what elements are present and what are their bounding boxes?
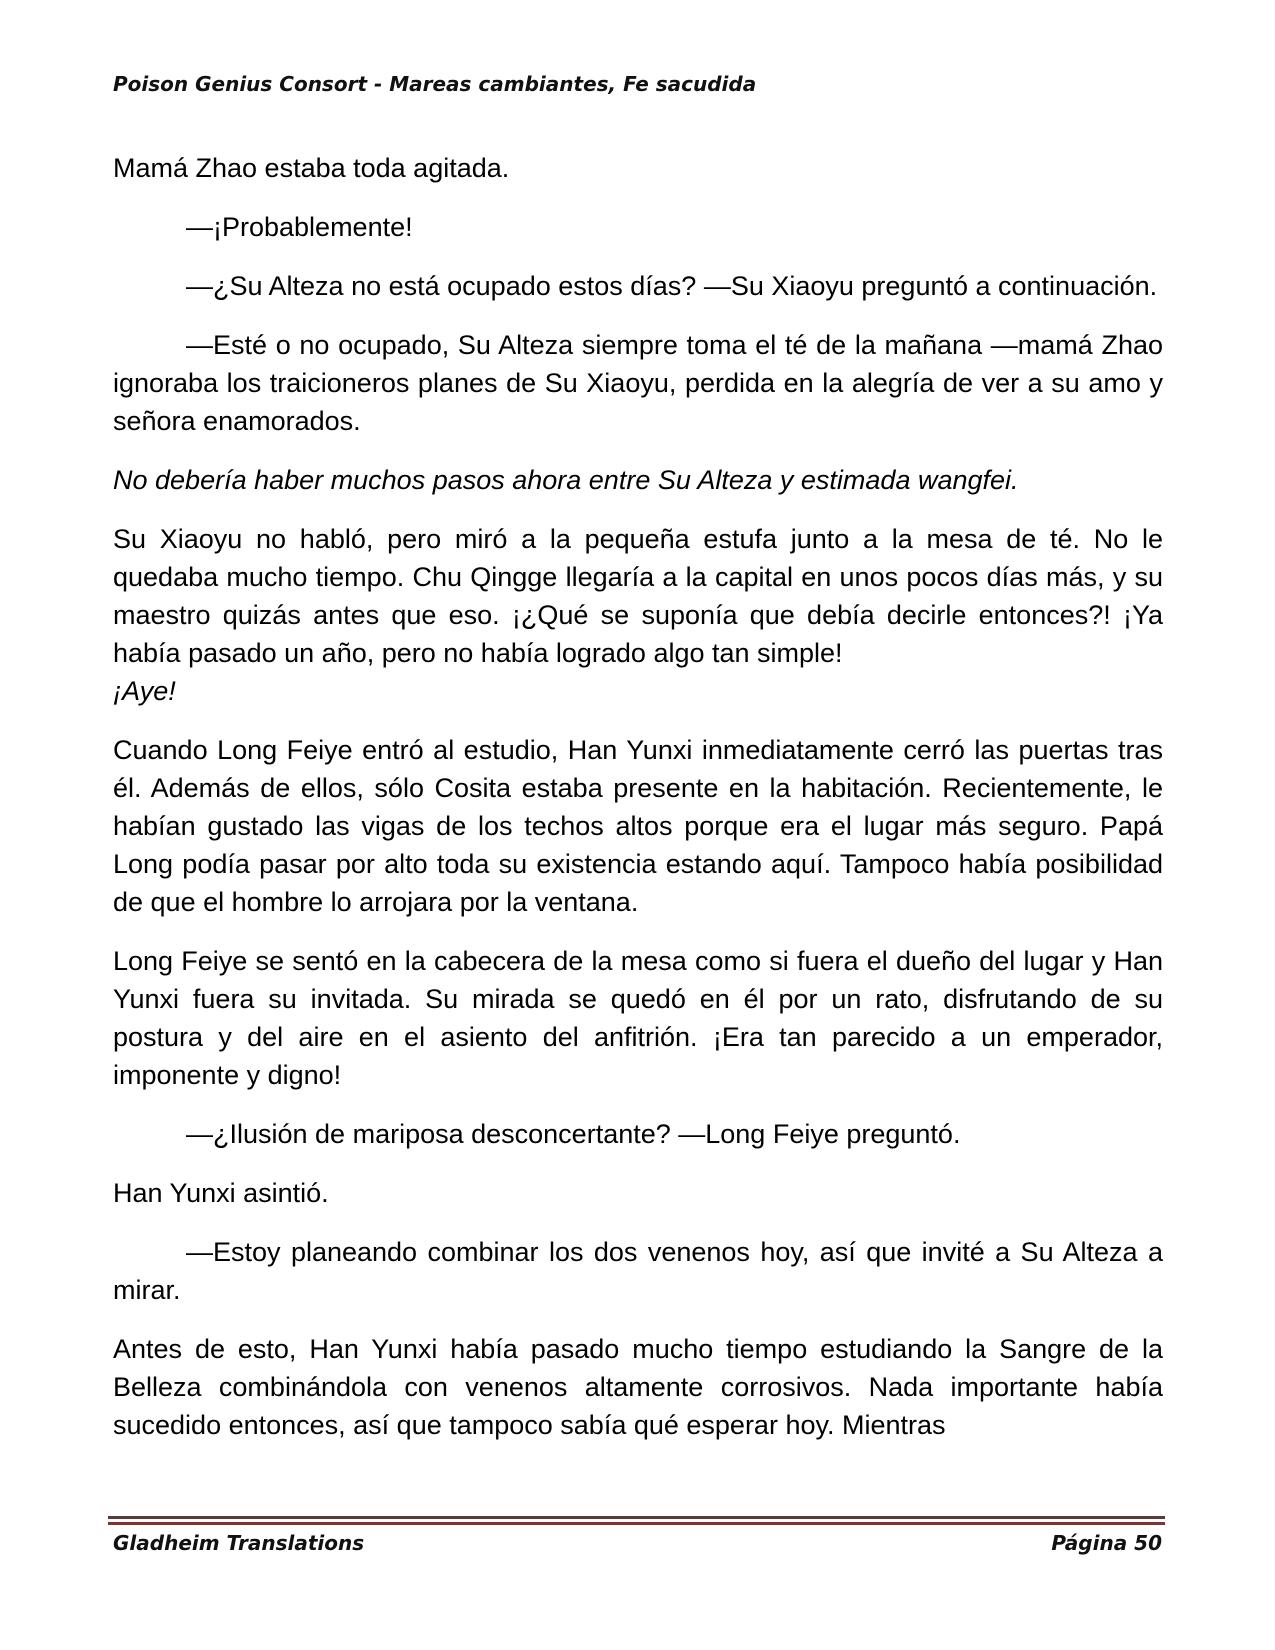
footer-page-number: Página 50 <box>1051 1531 1162 1555</box>
paragraph: Long Feiye se sentó en la cabecera de la mesa como si fuera el dueño del lugar y Han Yunxi fuera su invitada. Su mirada se quedó en él por un rato, disfrutando de su postura y del aire en el asiento del anfitrión. ¡Era tan parecido a un emperador, imponente y digno! <box>113 946 1163 1090</box>
dialogue-paragraph: —Esté o no ocupado, Su Alteza siempre toma el té de la mañana —mamá Zhao ignoraba los traicioneros planes de Su Xiaoyu, perdida en la alegría de ver a su amo y señora enamorados. <box>113 330 1163 436</box>
page-body <box>113 149 1163 1465</box>
footer-divider-accent <box>108 1522 1165 1525</box>
paragraph-text: Su Xiaoyu no habló, pero miró a la pequeña estufa junto a la mesa de té. No le quedaba mucho tiempo. Chu Qingge llegaría a la capital en unos pocos días más, y su maestro quizás antes que eso. ¡¿Qué se suponía que debía decirle entonces?! ¡Ya había pasado un año, pero no había logrado algo tan simple! <box>113 524 1163 668</box>
italic-thought-paragraph: No debería haber muchos pasos ahora entre Su Alteza y estimada wangfei. <box>113 465 1019 495</box>
footer-translator: Gladheim Translations <box>113 1531 365 1555</box>
paragraph: Cuando Long Feiye entró al estudio, Han Yunxi inmediatamente cerró las puertas tras él. Además de ellos, sólo Cosita estaba presente en la habitación. Recientemente, le habían gustado las vigas de los techos altos porque era el lugar más seguro. Papá Long podía pasar por alto toda su existencia estando aquí. Tampoco había posibilidad de que el hombre lo arrojara por la ventana. <box>113 735 1163 917</box>
paragraph: Han Yunxi asintió. <box>113 1178 329 1208</box>
paragraph: Mamá Zhao estaba toda agitada. <box>113 153 510 183</box>
dialogue-paragraph: —¡Probablemente! <box>186 212 413 242</box>
paragraph: Antes de esto, Han Yunxi había pasado mucho tiempo estudiando la Sangre de la Belleza combinándola con venenos altamente corrosivos. Nada importante había sucedido entonces, así que tampoco sabía qué esperar hoy. Mientras <box>113 1334 1163 1440</box>
dialogue-paragraph: —Estoy planeando combinar los dos venenos hoy, así que invité a Su Alteza a mirar. <box>113 1237 1163 1305</box>
dialogue-paragraph: —¿Su Alteza no está ocupado estos días? —Su Xiaoyu preguntó a continuación. <box>186 271 1158 301</box>
italic-exclamation: ¡Aye! <box>113 676 176 706</box>
dialogue-paragraph: —¿Ilusión de mariposa desconcertante? —Long Feiye preguntó. <box>186 1119 961 1149</box>
paragraph <box>113 520 1163 710</box>
page-header: Poison Genius Consort - Mareas cambiantes, Fe sacudida <box>113 72 757 96</box>
footer-divider <box>108 1516 1165 1519</box>
